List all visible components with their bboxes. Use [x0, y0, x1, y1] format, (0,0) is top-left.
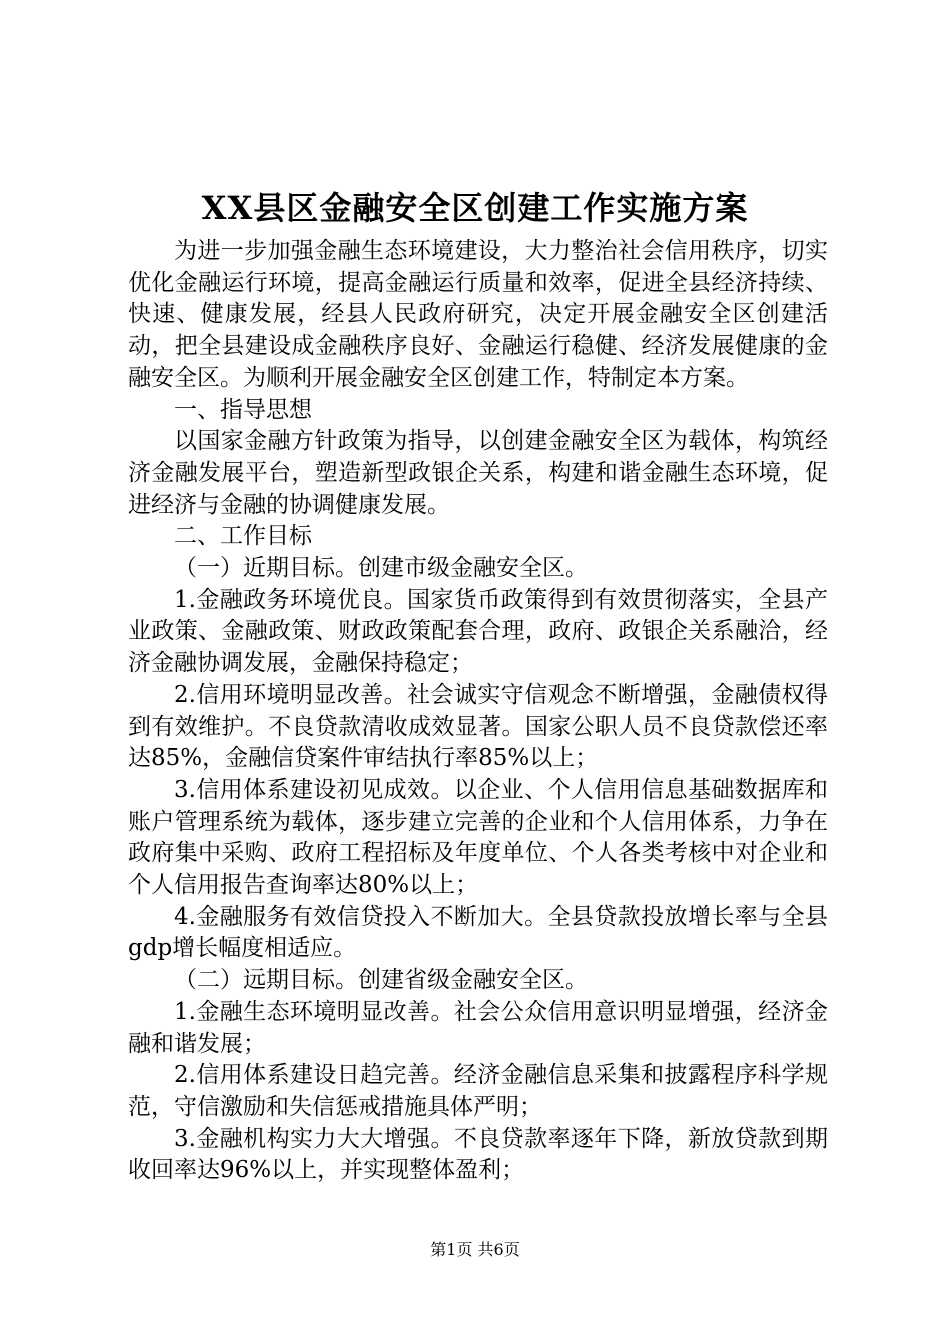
near-term-item-3: 3.信用体系建设初见成效。以企业、个人信用信息基础数据库和账户管理系统为载体，逐步建立完善的企业和个人信用体系，力争在政府集中采购、政府工程招标及年度单位、个人各类考核中对企业和个人信用报告查询率达80%以上；	[128, 776, 828, 899]
long-term-item-2: 2.信用体系建设日趋完善。经济金融信息采集和披露程序科学规范，守信激励和失信惩戒措施具体严明；	[128, 1062, 828, 1120]
page-footer: 第1页 共6页	[430, 1240, 520, 1259]
long-term-item-3: 3.金融机构实力大大增强。不良贷款率逐年下降，新放贷款到期收回率达96%以上，并实现整体盈利；	[128, 1125, 828, 1184]
paragraph-guiding-thought: 以国家金融方针政策为指导，以创建金融安全区为载体，构筑经济金融发展平台，塑造新型政银企关系，构建和谐金融生态环境，促进经济与金融的协调健康发展。	[128, 428, 828, 518]
heading-work-goals: 二、工作目标	[174, 523, 312, 550]
near-term-item-2: 2.信用环境明显改善。社会诚实守信观念不断增强，金融债权得到有效维护。不良贷款清收成效显著。国家公职人员不良贷款偿还率达85%，金融信贷案件审结执行率85%以上；	[128, 681, 828, 772]
paragraph-intro: 为进一步加强金融生态环境建设，大力整治社会信用秩序，切实优化金融运行环境，提高金融运行质量和效率，促进全县经济持续、快速、健康发展，经县人民政府研究，决定开展金融安全区创建活动，把全县建设成金融秩序良好、金融运行稳健、经济发展健康的金融安全区。为顺利开展金融安全区创建工作，特制定本方案。	[128, 238, 828, 391]
long-term-item-1: 1.金融生态环境明显改善。社会公众信用意识明显增强，经济金融和谐发展；	[128, 998, 828, 1057]
heading-guiding-thought: 一、指导思想	[174, 396, 312, 423]
subheading-long-term-goals: （二）远期目标。创建省级金融安全区。	[174, 967, 588, 994]
document-title: XX县区金融安全区创建工作实施方案	[201, 189, 749, 227]
document-body	[128, 236, 828, 1187]
subheading-near-term-goals: （一）近期目标。创建市级金融安全区。	[174, 555, 588, 582]
near-term-item-1: 1.金融政务环境优良。国家货币政策得到有效贯彻落实，全县产业政策、金融政策、财政政策配套合理，政府、政银企关系融洽，经济金融协调发展，金融保持稳定；	[128, 586, 828, 677]
near-term-item-4: 4.金融服务有效信贷投入不断加大。全县贷款投放增长率与全县gdp增长幅度相适应。	[128, 903, 828, 962]
